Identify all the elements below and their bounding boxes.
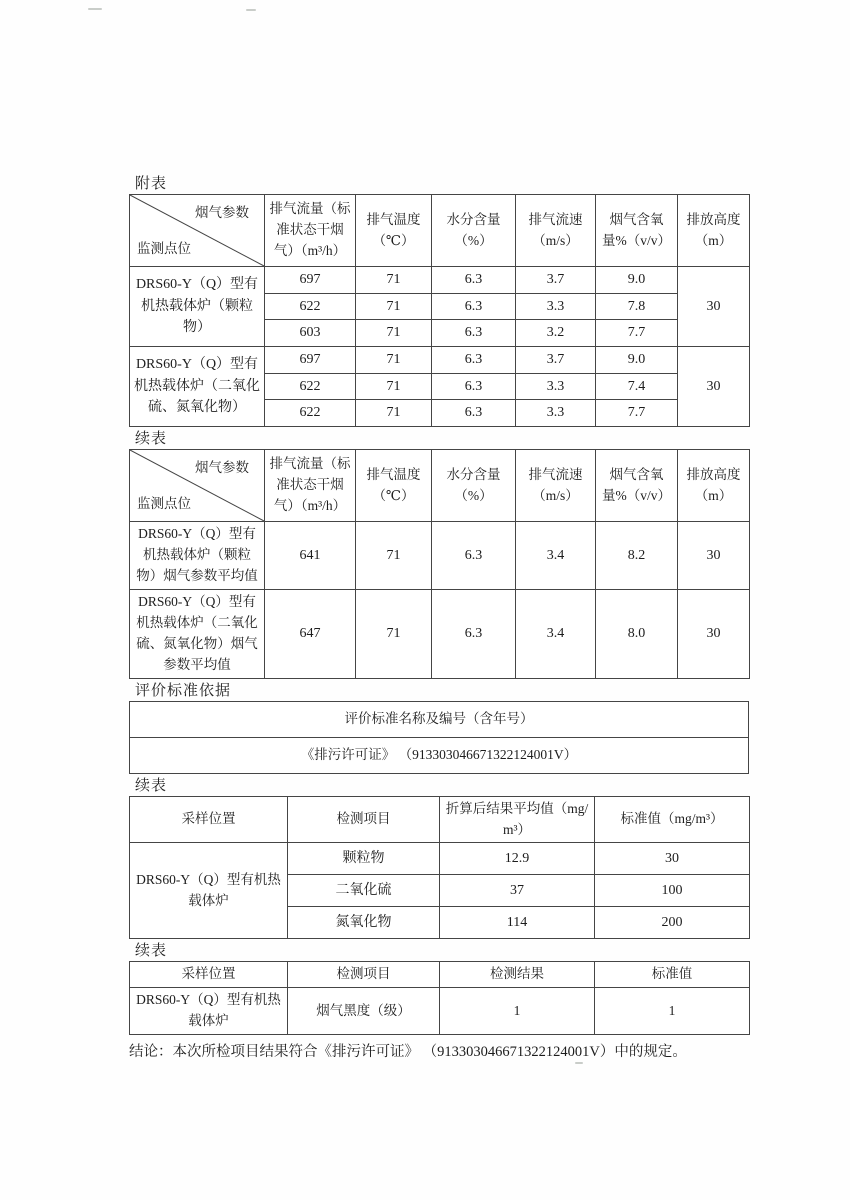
table-cell: 6.3 <box>432 267 516 294</box>
appendix-table-label: 附表 <box>135 176 168 192</box>
table-cell: 8.0 <box>596 589 678 678</box>
corner-label-top: 烟气参数 <box>195 205 249 220</box>
column-header: 标准值（mg/m³） <box>595 796 750 843</box>
table-cell: 603 <box>265 320 356 347</box>
evaluation-standard-table <box>129 701 749 774</box>
corner-label-top: 烟气参数 <box>195 460 249 476</box>
table-cell: 9.0 <box>596 347 678 374</box>
column-header: 水分含量（%） <box>432 195 516 267</box>
monitoring-point-label: DRS60-Y（Q）型有机热载体炉（二氧化硫、氮氧化物） <box>130 347 265 427</box>
table-header-row <box>130 195 750 267</box>
scan-speck <box>88 8 102 10</box>
stack-height-cell: 30 <box>678 347 750 427</box>
table-row <box>130 737 749 773</box>
column-header: 水分含量（%） <box>432 450 516 522</box>
continued-table-label-3: 续表 <box>135 943 168 960</box>
table-row <box>130 267 750 294</box>
table-cell: 8.2 <box>596 522 678 590</box>
column-header: 检测项目 <box>288 796 440 843</box>
table-header-row <box>130 962 750 988</box>
column-header: 排气流速（m/s） <box>516 195 596 267</box>
standard-cell: 30 <box>595 843 750 875</box>
table-cell: 3.3 <box>516 373 596 400</box>
result-cell: 12.9 <box>440 843 595 875</box>
flue-gas-parameters-table <box>129 194 750 427</box>
sampling-location-label: DRS60-Y（Q）型有机热载体炉 <box>130 843 288 939</box>
table-row <box>130 522 750 590</box>
test-item-cell: 烟气黑度（级） <box>288 988 440 1035</box>
table-cell: 71 <box>356 267 432 294</box>
table-row <box>130 347 750 374</box>
column-header: 采样位置 <box>130 796 288 843</box>
report-content <box>129 176 749 1064</box>
table-cell: 71 <box>356 320 432 347</box>
monitoring-point-label: DRS60-Y（Q）型有机热载体炉（颗粒物）烟气参数平均值 <box>130 522 265 590</box>
converted-results-table <box>129 796 750 940</box>
table-cell: 6.3 <box>432 320 516 347</box>
table-cell: 3.4 <box>516 589 596 678</box>
table-cell: 7.4 <box>596 373 678 400</box>
monitoring-point-label: DRS60-Y（Q）型有机热载体炉（颗粒物） <box>130 267 265 347</box>
table-cell: 71 <box>356 347 432 374</box>
column-header: 排气温度（℃） <box>356 195 432 267</box>
evaluation-standard-value: 《排污许可证》 （913303046671322124001V） <box>130 737 749 773</box>
table-cell: 3.4 <box>516 522 596 590</box>
table-cell: 9.0 <box>596 267 678 294</box>
column-header: 标准值 <box>595 962 750 988</box>
table-cell: 71 <box>356 373 432 400</box>
table-cell: 622 <box>265 400 356 427</box>
column-header: 烟气含氧量%（v/v） <box>596 450 678 522</box>
standard-cell: 100 <box>595 875 750 907</box>
column-header: 折算后结果平均值（mg/m³） <box>440 796 595 843</box>
table-cell: 71 <box>356 293 432 320</box>
result-cell: 114 <box>440 907 595 939</box>
table-row <box>130 589 750 678</box>
corner-label-bottom: 监测点位 <box>137 496 191 512</box>
column-header: 排放高度（m） <box>678 450 750 522</box>
table-row <box>130 843 750 875</box>
table-header-row <box>130 450 750 522</box>
column-header: 检测结果 <box>440 962 595 988</box>
test-item-cell: 二氧化硫 <box>288 875 440 907</box>
continued-table-label-1: 续表 <box>135 431 168 448</box>
table-cell: 697 <box>265 267 356 294</box>
table-cell: 30 <box>678 589 750 678</box>
table-cell: 71 <box>356 522 432 590</box>
table-header-row <box>130 701 749 737</box>
table-cell: 71 <box>356 589 432 678</box>
table-cell: 622 <box>265 293 356 320</box>
column-header: 检测项目 <box>288 962 440 988</box>
column-header: 排气流量（标准状态干烟气）（m³/h） <box>265 450 356 522</box>
monitoring-point-label: DRS60-Y（Q）型有机热载体炉（二氧化硫、氮氧化物）烟气参数平均值 <box>130 589 265 678</box>
column-header: 排放高度（m） <box>678 195 750 267</box>
table-cell: 71 <box>356 400 432 427</box>
table-header-row <box>130 796 750 843</box>
table-cell: 622 <box>265 373 356 400</box>
table-cell: 3.2 <box>516 320 596 347</box>
table-cell: 7.7 <box>596 320 678 347</box>
table-cell: 3.3 <box>516 293 596 320</box>
standard-cell: 1 <box>595 988 750 1035</box>
diagonal-header-cell <box>130 450 265 522</box>
table-cell: 6.3 <box>432 373 516 400</box>
table-cell: 30 <box>678 522 750 590</box>
table-cell: 3.7 <box>516 267 596 294</box>
column-header: 采样位置 <box>130 962 288 988</box>
result-cell: 1 <box>440 988 595 1035</box>
table-cell: 641 <box>265 522 356 590</box>
table-cell: 6.3 <box>432 522 516 590</box>
scan-speck <box>246 9 256 11</box>
table-cell: 6.3 <box>432 347 516 374</box>
table-row <box>130 988 750 1035</box>
table-cell: 647 <box>265 589 356 678</box>
diagonal-header-cell <box>130 195 265 267</box>
test-item-cell: 颗粒物 <box>288 843 440 875</box>
column-header: 排气温度（℃） <box>356 450 432 522</box>
table-cell: 3.3 <box>516 400 596 427</box>
sampling-location-label: DRS60-Y（Q）型有机热载体炉 <box>130 988 288 1035</box>
smoke-blackness-table <box>129 961 750 1035</box>
stack-height-cell: 30 <box>678 267 750 347</box>
evaluation-basis-label: 评价标准依据 <box>135 682 232 699</box>
flue-gas-averages-table <box>129 449 750 678</box>
table-cell: 6.3 <box>432 589 516 678</box>
column-header: 排气流速（m/s） <box>516 450 596 522</box>
test-item-cell: 氮氧化物 <box>288 907 440 939</box>
evaluation-standard-header: 评价标准名称及编号（含年号） <box>130 701 749 737</box>
table-cell: 697 <box>265 347 356 374</box>
conclusion-text: 结论：本次所检项目结果符合《排污许可证》 （913303046671322124001V）中的规定。 <box>129 1044 687 1061</box>
table-cell: 7.7 <box>596 400 678 427</box>
result-cell: 37 <box>440 875 595 907</box>
standard-cell: 200 <box>595 907 750 939</box>
table-cell: 6.3 <box>432 293 516 320</box>
table-cell: 3.7 <box>516 347 596 374</box>
continued-table-label-2: 续表 <box>135 777 168 794</box>
table-cell: 7.8 <box>596 293 678 320</box>
column-header: 烟气含氧量%（v/v） <box>596 195 678 267</box>
corner-label-bottom: 监测点位 <box>137 241 191 257</box>
table-cell: 6.3 <box>432 400 516 427</box>
column-header: 排气流量（标准状态干烟气）（m³/h） <box>265 195 356 267</box>
